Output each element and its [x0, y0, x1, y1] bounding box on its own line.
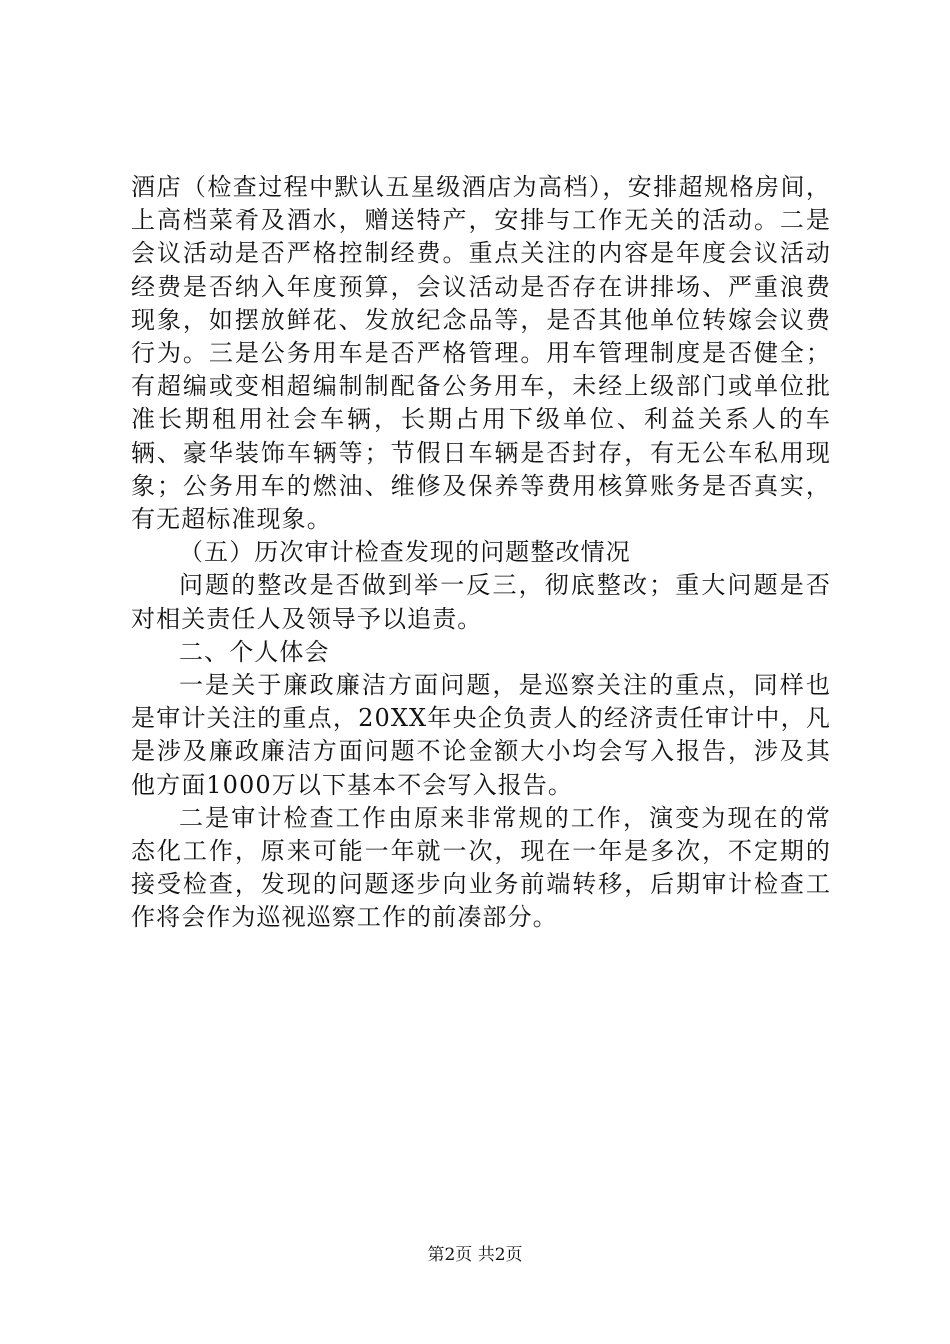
paragraph-experience-one: 一是关于廉政廉洁方面问题，是巡察关注的重点，同样也是审计关注的重点，20XX年央企负责人的经济责任审计中，凡是涉及廉政廉洁方面问题不论金额大小均会写入报告，涉及其他方面1000万以下基本不会写入报告。: [131, 671, 831, 799]
paragraph-experience-two: 二是审计检查工作由原来非常规的工作，演变为现在的常态化工作，原来可能一年就一次，现在一年是多次，不定期的接受检查，发现的问题逐步向业务前端转移，后期审计检查工作将会作为巡视巡察工作的前凑部分。: [131, 803, 831, 932]
document-body: [131, 171, 831, 935]
paragraph-rectification: 问题的整改是否做到举一反三，彻底整改；重大问题是否对相关责任人及领导予以追责。: [131, 571, 831, 633]
section-heading-rectification: （五）历次审计检查发现的问题整改情况: [179, 538, 631, 567]
page-footer: 第2页 共2页: [427, 1245, 523, 1265]
section-heading-personal-experience: 二、个人体会: [179, 637, 330, 666]
paragraph-continued-review-items: 酒店（检查过程中默认五星级酒店为高档），安排超规格房间，上高档菜肴及酒水，赠送特产，安排与工作无关的活动。二是会议活动是否严格控制经费。重点关注的内容是年度会议活动经费是否纳入年度预算，会议活动是否存在讲排场、严重浪费现象，如摆放鲜花、发放纪念品等，是否其他单位转嫁会议费行为。三是公务用车是否严格管理。用车管理制度是否健全；有超编或变相超编制制配备公务用车，未经上级部门或单位批准长期租用社会车辆，长期占用下级单位、利益关系人的车辆、豪华装饰车辆等；节假日车辆是否封存，有无公车私用现象；公务用车的燃油、维修及保养等费用核算账务是否真实，有无超标准现象。: [131, 173, 831, 534]
